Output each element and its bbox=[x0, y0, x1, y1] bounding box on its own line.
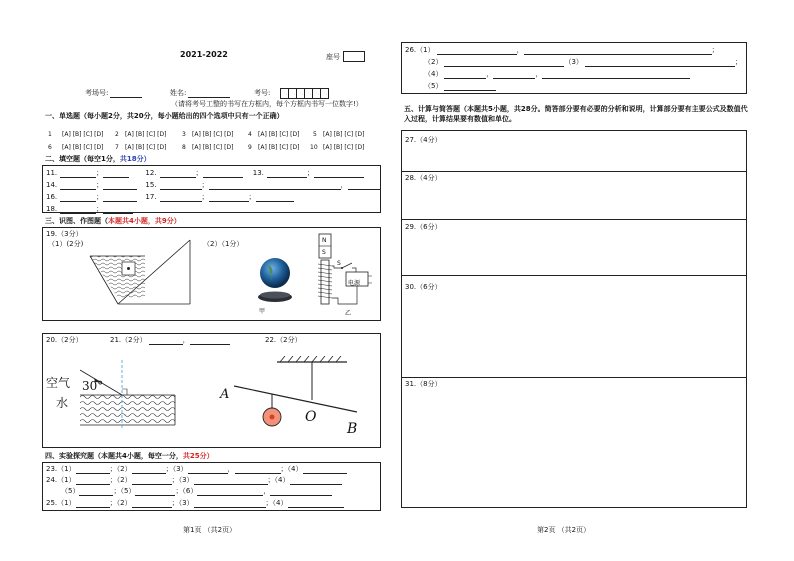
q14-blank[interactable] bbox=[60, 182, 96, 190]
q26-3-label: （3） bbox=[564, 58, 583, 66]
divider bbox=[402, 275, 746, 276]
q16-blank-2[interactable] bbox=[103, 194, 137, 202]
mc-number: 2 bbox=[115, 131, 119, 138]
q13-blank-2[interactable] bbox=[314, 170, 364, 178]
exam-room-label: 考场号: bbox=[85, 89, 109, 97]
mc-options-6[interactable]: [A] [B] [C] [D] bbox=[62, 144, 104, 151]
divider bbox=[402, 171, 746, 172]
q24-2-blank[interactable] bbox=[132, 477, 172, 485]
q11-blank-2[interactable] bbox=[103, 170, 129, 178]
seat-box[interactable] bbox=[343, 51, 365, 62]
q24-label: 24. bbox=[46, 476, 58, 484]
answer-area bbox=[401, 130, 747, 508]
electromagnet-diagram bbox=[308, 232, 380, 312]
mc-options-2[interactable]: [A] [B] [C] [D] bbox=[125, 131, 167, 138]
item-label: ；（2） bbox=[109, 476, 132, 484]
q19-2-label: （2）（1分） bbox=[203, 240, 244, 248]
name-input[interactable] bbox=[188, 90, 230, 98]
q12-label: 12. bbox=[145, 169, 157, 177]
mc-options-5[interactable]: [A] [B] [C] [D] bbox=[323, 131, 365, 138]
q26-4b-blank[interactable] bbox=[493, 71, 535, 79]
q11-blank[interactable] bbox=[60, 170, 96, 178]
divider bbox=[402, 377, 746, 378]
q12-blank-2[interactable] bbox=[203, 170, 243, 178]
q24-4-blank[interactable] bbox=[290, 477, 342, 485]
air-label: 空气 bbox=[46, 376, 71, 390]
section-4-title bbox=[45, 452, 214, 461]
q18-blank[interactable] bbox=[60, 206, 96, 214]
q31-label: 31.（8分） bbox=[405, 380, 442, 388]
mc-options-10[interactable]: [A] [B] [C] [D] bbox=[323, 144, 365, 151]
q25-4-blank[interactable] bbox=[288, 500, 344, 508]
item-label: ；（3） bbox=[171, 499, 194, 507]
mc-options-8[interactable]: [A] [B] [C] [D] bbox=[192, 144, 234, 151]
q16-label: 16. bbox=[46, 193, 58, 201]
lever-b-label: B bbox=[347, 421, 358, 437]
instruction-text: （请将考号工整的书写在方框内，每个方框内书写一位数字!） bbox=[171, 100, 363, 108]
q26-1-blank[interactable] bbox=[437, 47, 517, 55]
q11-label: 11. bbox=[46, 169, 58, 177]
lever-a-label: A bbox=[220, 387, 230, 402]
q19-1-label: （1）(2分) bbox=[48, 240, 84, 248]
q17-blank-2[interactable] bbox=[209, 194, 249, 202]
section-4-score: 共25分） bbox=[182, 452, 214, 460]
section-3-title bbox=[45, 217, 181, 226]
item-label: ；（6） bbox=[175, 487, 198, 495]
item-label: ；（2） bbox=[109, 499, 132, 507]
angle-label: 30° bbox=[82, 379, 104, 393]
q26-2-label: （2） bbox=[424, 58, 443, 66]
mc-number: 8 bbox=[182, 144, 186, 151]
mc-number: 7 bbox=[115, 144, 119, 151]
incline-water-diagram bbox=[85, 238, 195, 318]
q15-blank[interactable] bbox=[160, 182, 202, 190]
mc-number: 6 bbox=[48, 144, 52, 151]
refraction-diagram bbox=[80, 358, 180, 438]
water-label: 水 bbox=[56, 396, 69, 410]
mc-number: 9 bbox=[248, 144, 252, 151]
q24-1-blank[interactable] bbox=[76, 477, 110, 485]
section-2-score: 共18分） bbox=[119, 155, 151, 163]
item-label: ；（5） bbox=[113, 487, 136, 495]
item-label: ， bbox=[227, 465, 235, 473]
q21-field: 21.（2分） ， bbox=[110, 336, 230, 345]
label-yi: 乙 bbox=[345, 310, 352, 317]
q23-3b-blank[interactable] bbox=[235, 466, 281, 474]
item-label: ；（3） bbox=[171, 476, 194, 484]
mc-options-7[interactable]: [A] [B] [C] [D] bbox=[125, 144, 167, 151]
q18-label: 18. bbox=[46, 205, 58, 213]
magnet-s-label: S bbox=[322, 249, 326, 256]
section-5-title: 五、计算与简答题（本题共5小题，共28分。简答部分要有必要的分析和说明，计算部分要有主要公式及数值代入过程，计算结果要有数值和单位。 bbox=[404, 105, 748, 123]
q30-label: 30.（6分） bbox=[405, 283, 442, 291]
exam-no-label: 考号: bbox=[254, 89, 271, 97]
q21-blank[interactable] bbox=[149, 337, 183, 345]
section-3-score: 本题共4小题，共9分） bbox=[108, 217, 181, 225]
label-jia: 甲 bbox=[259, 308, 266, 315]
item-label: ；（3） bbox=[165, 465, 188, 473]
q23-3-blank[interactable] bbox=[188, 466, 228, 474]
mc-number: 10 bbox=[310, 144, 318, 151]
item-label: （1） bbox=[57, 476, 76, 484]
q25-2-blank[interactable] bbox=[132, 500, 172, 508]
item-label: ；（4） bbox=[265, 499, 288, 507]
q15-blank-2[interactable] bbox=[209, 182, 341, 190]
section-4-title-text: 四、实验探究题（本题共4小题，每空一分， bbox=[45, 452, 183, 460]
divider bbox=[402, 219, 746, 220]
exam-room-field bbox=[85, 89, 142, 98]
q22-label: 22.（2分） bbox=[265, 336, 302, 344]
q14-label: 14. bbox=[46, 181, 58, 189]
name-label: 姓名: bbox=[170, 89, 187, 97]
q23-label: 23. bbox=[46, 465, 58, 473]
page-1-footer: 第1页 （共2页） bbox=[183, 526, 237, 534]
q29-label: 29.（6分） bbox=[405, 223, 442, 231]
q15-label: 15. bbox=[145, 181, 157, 189]
mc-options-9[interactable]: [A] [B] [C] [D] bbox=[258, 144, 300, 151]
q12-blank[interactable] bbox=[160, 170, 196, 178]
q26-4-blank[interactable] bbox=[444, 71, 486, 79]
q26-label: 26.（1） bbox=[405, 46, 435, 54]
q26-5-blank[interactable] bbox=[444, 83, 496, 91]
exam-no-boxes[interactable] bbox=[281, 84, 329, 95]
item-label: （5） bbox=[61, 487, 80, 495]
q24-5-blank[interactable] bbox=[79, 488, 113, 496]
q25-1-blank[interactable] bbox=[76, 500, 110, 508]
q28-label: 28.（4分） bbox=[405, 174, 442, 182]
item-label: ；（2） bbox=[109, 465, 132, 473]
q17-blank[interactable] bbox=[160, 194, 202, 202]
mc-number: 4 bbox=[248, 131, 252, 138]
item-label: ；（4） bbox=[280, 465, 303, 473]
mc-number: 3 bbox=[182, 131, 186, 138]
levitating-globe-image bbox=[250, 255, 300, 305]
q24-3-blank[interactable] bbox=[194, 477, 268, 485]
power-source-label: 电源 bbox=[348, 280, 361, 287]
exam-title: 2021-2022 bbox=[180, 50, 228, 59]
q26-2-blank[interactable] bbox=[444, 59, 564, 67]
q16-blank[interactable] bbox=[60, 194, 96, 202]
section-2-title bbox=[45, 155, 151, 164]
q24-5b-blank[interactable] bbox=[135, 488, 175, 496]
q26-3-blank[interactable] bbox=[585, 59, 735, 67]
q25-3-blank[interactable] bbox=[194, 500, 266, 508]
mc-number: 1 bbox=[48, 131, 52, 138]
mc-options-3[interactable]: [A] [B] [C] [D] bbox=[192, 131, 234, 138]
q19-label: 19.（3分） bbox=[46, 230, 83, 238]
q21-blank-2[interactable] bbox=[190, 337, 230, 345]
item-label: （1） bbox=[57, 465, 76, 473]
q17-blank-3[interactable] bbox=[256, 194, 294, 202]
q17-label: 17. bbox=[145, 193, 157, 201]
q20-label: 20.（2分） bbox=[46, 336, 83, 344]
lever-o-label: O bbox=[305, 409, 317, 425]
mc-options-1[interactable]: [A] [B] [C] [D] bbox=[62, 131, 104, 138]
q14-blank-2[interactable] bbox=[103, 182, 137, 190]
q24-6b-blank[interactable] bbox=[270, 488, 332, 496]
q26-1b-blank[interactable] bbox=[524, 47, 712, 55]
q18-blank-2[interactable] bbox=[103, 206, 133, 214]
section-3-title-text: 三、识图、作图题（ bbox=[45, 217, 108, 225]
q23-1-blank[interactable] bbox=[76, 466, 110, 474]
mc-options-4[interactable]: [A] [B] [C] [D] bbox=[258, 131, 300, 138]
q15-blank-3[interactable] bbox=[348, 182, 380, 190]
item-label: ， bbox=[263, 487, 271, 495]
q26-4c-blank[interactable] bbox=[542, 71, 690, 79]
q21-label: 21.（2分） bbox=[110, 336, 147, 344]
name-field bbox=[170, 89, 230, 98]
switch-s-label: S bbox=[337, 260, 341, 267]
q13-blank[interactable] bbox=[267, 170, 307, 178]
q23-4-blank[interactable] bbox=[303, 466, 347, 474]
mc-number: 5 bbox=[313, 131, 317, 138]
section-1-title: 一、单选题（每小题2分，共20分，每小题给出的四个选项中只有一个正确） bbox=[45, 112, 284, 120]
magnet-n-label: N bbox=[322, 237, 327, 244]
q26-5-label: （5） bbox=[424, 82, 443, 90]
exam-room-input[interactable] bbox=[110, 90, 142, 98]
experiment-box bbox=[42, 462, 381, 511]
q26-box: 26.（1） ， ； （2） （3） ； （4） ， ， （5） bbox=[401, 42, 747, 94]
seat-label: 座号 bbox=[326, 53, 340, 61]
fill-blank-box: 11. ； 12. ； 13. ； 14. ； 15. ； ， 16. ； 17. ； ； 18. ； bbox=[42, 165, 381, 213]
item-label: （1） bbox=[57, 499, 76, 507]
section-2-title-text: 二、填空题（每空1分， bbox=[45, 155, 120, 163]
q24-6-blank[interactable] bbox=[197, 488, 263, 496]
q26-4-label: （4） bbox=[424, 70, 443, 78]
q25-label: 25. bbox=[46, 499, 58, 507]
q13-label: 13. bbox=[252, 169, 264, 177]
item-label: ；（4） bbox=[267, 476, 290, 484]
q23-2-blank[interactable] bbox=[132, 466, 166, 474]
page-2-footer: 第2页 （共2页） bbox=[537, 526, 591, 534]
q27-label: 27.（4分） bbox=[405, 136, 442, 144]
